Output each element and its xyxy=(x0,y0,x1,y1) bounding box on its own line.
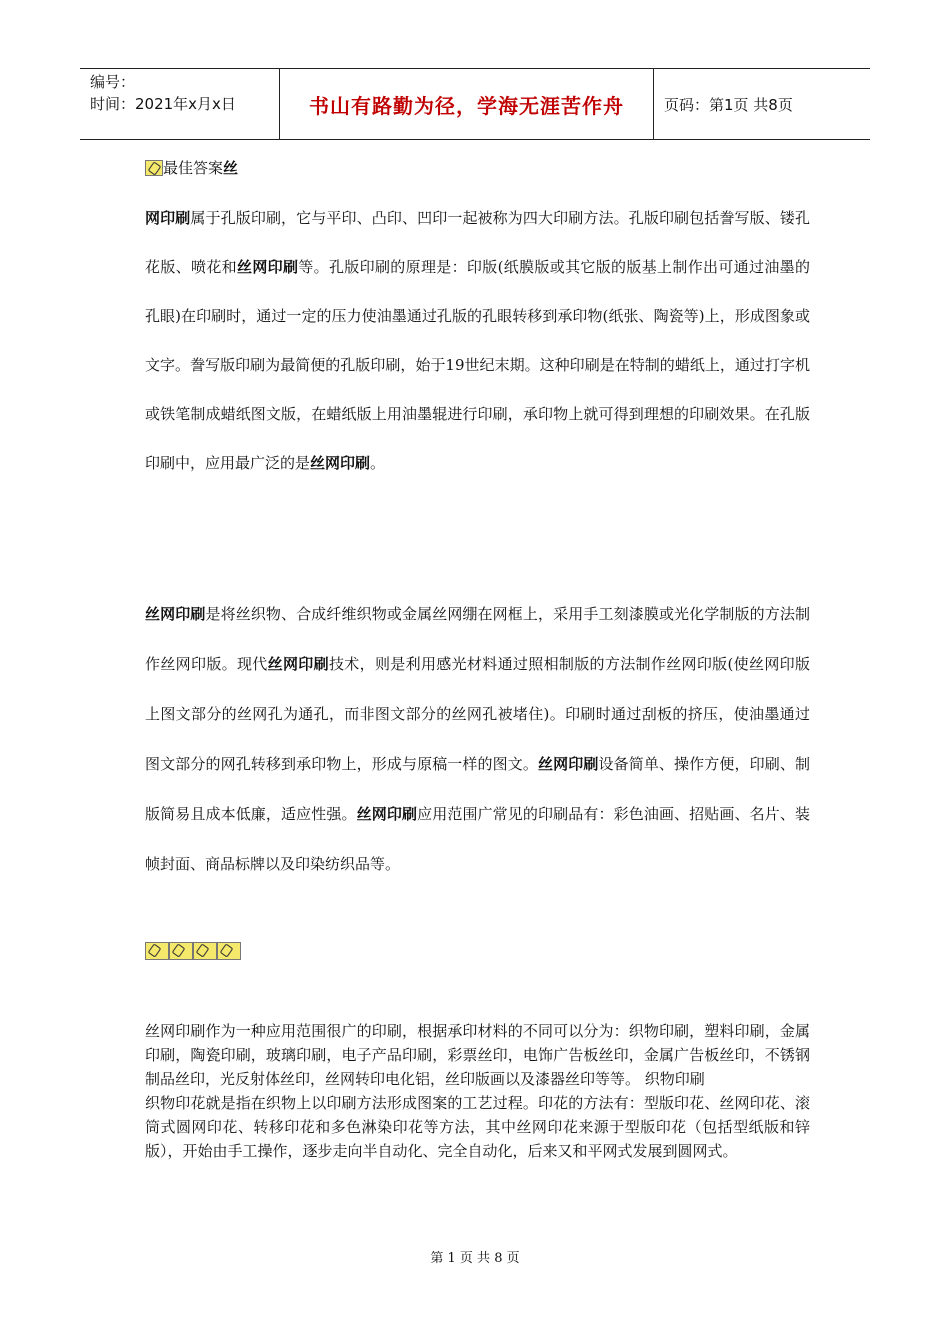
term-bold: 丝网印刷 xyxy=(145,605,206,623)
text-run: 属于孔版印刷，它与平印、凸印、凹印一起被称为四大印刷方法。孔版印刷包括誊写版、镂孔花版、喷花和 xyxy=(145,209,810,276)
paragraph-1 xyxy=(145,194,810,488)
header-date: 时间：2021年x月x日 xyxy=(90,95,236,113)
text-run: 。 xyxy=(370,454,386,472)
pencil-note-icon xyxy=(217,942,241,960)
decorative-icon-row xyxy=(145,942,241,960)
header-number-label: 编号： xyxy=(90,73,136,91)
term-bold: 丝网印刷 xyxy=(236,258,299,276)
answer-title xyxy=(145,157,238,178)
paragraph-3 xyxy=(145,1019,810,1163)
header-motto: 书山有路勤为径，学海无涯苦作舟 xyxy=(280,69,654,139)
pencil-note-icon xyxy=(145,942,169,960)
pencil-note-icon xyxy=(145,160,163,176)
term-bold: 丝网印刷 xyxy=(356,805,418,823)
text-run: 是将丝织物、合成纤维织物或金属丝网绷在网框上，采用手工刻漆膜或光化学制版的方法制作丝网印版。现代 xyxy=(145,605,810,673)
page-footer: 第 1 页 共 8 页 xyxy=(430,1251,520,1266)
header-page-info: 页码：第1页 共8页 xyxy=(664,95,793,114)
text-run: 应用范围广常见的印刷品有：彩色油画、招贴画、名片、装帧封面、商品标牌以及印染纺织品等。 xyxy=(145,805,810,873)
pencil-note-icon xyxy=(193,942,217,960)
paragraph-2 xyxy=(145,589,810,889)
term-bold: 网印刷 xyxy=(145,209,191,227)
text-run: 技术，则是利用感光材料通过照相制版的方法制作丝网印版(使丝网印版上图文部分的丝网孔为通孔，而非图文部分的丝网孔被堵住)。印刷时通过刮板的挤压，使油墨通过图文部分的网孔转移到承印物上，形成与原稿一样的图文。 xyxy=(145,655,810,773)
term-bold: 丝网印刷 xyxy=(267,655,329,673)
answer-title-text: 最佳答案 xyxy=(163,159,224,177)
term-bold: 丝网印刷 xyxy=(538,755,599,773)
pencil-note-icon xyxy=(169,942,193,960)
answer-title-suffix: 丝 xyxy=(223,159,239,177)
paragraph-3-part-1: 丝网印刷作为一种应用范围很广的印刷，根据承印材料的不同可以分为：织物印刷，塑料印刷，金属印刷，陶瓷印刷，玻璃印刷，电子产品印刷，彩票丝印，电饰广告板丝印，金属广告板丝印，不锈钢制品丝印，光反射体丝印，丝网转印电化铝，丝印版画以及漆器丝印等等。 织物印刷 xyxy=(145,1022,810,1088)
paragraph-3-part-2: 织物印花就是指在织物上以印刷方法形成图案的工艺过程。印花的方法有：型版印花、丝网印花、滚筒式圆网印花、转移印花和多色淋染印花等方法，其中丝网印花来源于型版印花（包括型纸版和锌版），开始由手工操作，逐步走向半自动化、完全自动化，后来又和平网式发展到圆网式。 xyxy=(145,1094,810,1160)
term-bold: 丝网印刷 xyxy=(310,454,371,472)
document-header xyxy=(80,68,870,140)
text-run: 设备简单、操作方便，印刷、制版简易且成本低廉，适应性强。 xyxy=(145,755,810,823)
header-meta xyxy=(80,69,280,139)
text-run: 等。孔版印刷的原理是：印版(纸膜版或其它版的版基上制作出可通过油墨的孔眼)在印刷时，通过一定的压力使油墨通过孔版的孔眼转移到承印物(纸张、陶瓷等)上，形成图象或文字。誊写版印刷为最简便的孔版印刷，始于19世纪末期。这种印刷是在特制的蜡纸上，通过打字机或铁笔制成蜡纸图文版，在蜡纸版上用油墨辊进行印刷，承印物上就可得到理想的印刷效果。在孔版印刷中，应用最广泛的是 xyxy=(145,258,810,472)
